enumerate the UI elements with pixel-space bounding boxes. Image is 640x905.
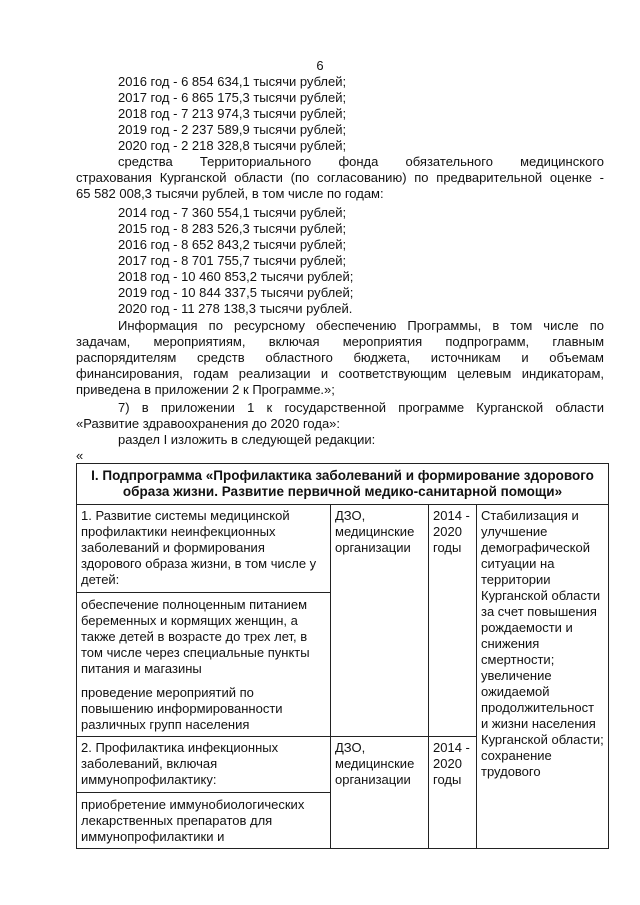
executor-cell: ДЗО, медицинские организации	[331, 505, 429, 737]
measure-title: 1. Развитие системы медицинской профилактики неинфекционных заболеваний и формирования здорового образа жизни, в том числе у детей:	[81, 508, 317, 587]
subprogram-heading: I. Подпрограмма «Профилактика заболеваний и формирование здорового образа жизни. Развитие первичной медико-санитарной помощи»	[77, 464, 609, 505]
text-line: 2016 год - 8 652 843,2 тысячи рублей;	[118, 237, 347, 252]
text-line: раздел I изложить в следующей редакции:	[118, 432, 376, 447]
measure-subitem: приобретение иммунобиологических лекарственных препаратов для иммунопрофилактики и	[77, 792, 330, 845]
open-quote: «	[76, 448, 84, 463]
text-line: 7) в приложении 1 к государственной программе Курганской области	[118, 400, 604, 415]
measure-cell	[77, 505, 331, 737]
period-cell: 2014 - 2020 годы	[429, 505, 477, 737]
text-line: 2018 год - 7 213 974,3 тысячи рублей;	[118, 106, 347, 121]
page-number: 6	[316, 58, 324, 73]
text-line: 2016 год - 6 854 634,1 тысячи рублей;	[118, 74, 347, 89]
text-line: 2017 год - 6 865 175,3 тысячи рублей;	[118, 90, 347, 105]
measure-subitem: проведение мероприятий по повышению информированности различных групп населения	[81, 685, 283, 732]
measure-cell	[77, 737, 331, 849]
table-header-row	[77, 464, 609, 505]
text-line: приведена в приложении 2 к Программе.»;	[76, 382, 335, 397]
expected-result-cell: Стабилизация и улучшение демографической ситуации на территории Курганской области за счет повышения рождаемости и снижения смертности; увеличение ожидаемой продолжительност и жизни населения Курганской области; сохранение трудового	[477, 505, 609, 849]
text-line: 2019 год - 2 237 589,9 тысячи рублей;	[118, 122, 347, 137]
text-line: Информация по ресурсному обеспечению Программы, в том числе по	[118, 318, 604, 333]
text-line: средства Территориального фонда обязательного медицинского	[118, 154, 604, 169]
text-line: 2018 год - 10 460 853,2 тысячи рублей;	[118, 269, 354, 284]
text-line: распорядителям средств областного бюджета, источникам и объемам	[76, 350, 604, 365]
text-line: задачам, мероприятиям, включая мероприятия подпрограмм, главным	[76, 334, 604, 349]
text-line: страхования Курганской области (по согласованию) по предварительной оценке -	[76, 170, 604, 185]
table-row	[77, 505, 609, 737]
text-line: 2017 год - 8 701 755,7 тысячи рублей;	[118, 253, 347, 268]
executor-cell: ДЗО, медицинские организации	[331, 737, 429, 849]
program-table	[76, 463, 609, 849]
text-line: 2014 год - 7 360 554,1 тысячи рублей;	[118, 205, 347, 220]
text-line: 2015 год - 8 283 526,3 тысячи рублей;	[118, 221, 347, 236]
text-line: 2019 год - 10 844 337,5 тысячи рублей;	[118, 285, 354, 300]
text-line: финансирования, годам реализации и соответствующим целевым индикаторам,	[76, 366, 604, 381]
measure-subitem: обеспечение полноценным питанием беременных и кормящих женщин, а также детей в возрасте до трех лет, в том числе через специальные пункты питания и магазины	[77, 592, 330, 677]
measure-title: 2. Профилактика инфекционных заболеваний, включая иммунопрофилактику:	[81, 740, 279, 787]
text-line: 65 582 008,3 тысячи рублей, в том числе по годам:	[76, 186, 384, 201]
text-line: 2020 год - 11 278 138,3 тысячи рублей.	[118, 301, 353, 316]
text-line: 2020 год - 2 218 328,8 тысячи рублей;	[118, 138, 347, 153]
period-cell: 2014 - 2020 годы	[429, 737, 477, 849]
text-line: «Развитие здравоохранения до 2020 года»:	[76, 416, 341, 431]
